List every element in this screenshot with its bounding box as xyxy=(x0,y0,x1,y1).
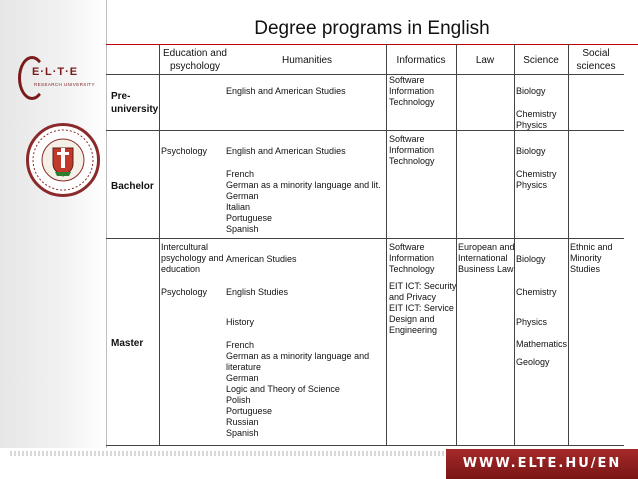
master-education-intercultural: Intercultural psychology and education xyxy=(161,242,224,274)
header-informatics: Informatics xyxy=(396,55,446,66)
bachelor-humanities-english: English and American Studies xyxy=(226,146,346,156)
bachelor-science-other: Chemistry Physics xyxy=(516,169,557,190)
footer-divider xyxy=(10,451,450,456)
master-humanities-languages: French German as a minority language and literature German Logic and Theory of Science Polish Portuguese Russian Spanish xyxy=(226,340,370,438)
master-education-psychology: Psychology xyxy=(161,287,208,297)
page-title: Degree programs in English xyxy=(254,18,490,39)
row-divider xyxy=(106,74,624,75)
master-science-chemistry: Chemistry xyxy=(516,287,557,297)
row-divider xyxy=(106,238,624,239)
row-label-master: Master xyxy=(111,338,144,349)
header-humanities: Humanities xyxy=(281,55,333,66)
preuniversity-humanities: English and American Studies xyxy=(226,86,346,96)
master-humanities-english: English Studies xyxy=(226,287,289,297)
bachelor-humanities-languages: French German as a minority language and lit. German Italian Portuguese Spanish xyxy=(226,169,381,234)
row-label-bachelor: Bachelor xyxy=(111,181,154,192)
master-informatics-software: Software Information Technology xyxy=(389,242,435,274)
column-divider xyxy=(456,44,457,446)
master-science-mathematics: Mathematics xyxy=(516,339,568,349)
master-science-biology: Biology xyxy=(516,254,546,264)
header-science: Science xyxy=(523,55,559,66)
master-informatics-eit: EIT ICT: Security and Privacy EIT ICT: Service Design and Engineering xyxy=(389,281,457,335)
master-science-physics: Physics xyxy=(516,317,548,327)
university-seal-icon xyxy=(26,123,100,197)
master-social-sciences: Ethnic and Minority Studies xyxy=(570,242,613,274)
column-divider xyxy=(386,44,387,446)
bachelor-science-biology: Biology xyxy=(516,146,546,156)
footer-url-link[interactable]: WWW.ELTE.HU/EN xyxy=(462,456,622,471)
preuniversity-informatics: Software Information Technology xyxy=(389,75,435,107)
sidebar xyxy=(0,0,107,448)
bachelor-informatics: Software Information Technology xyxy=(389,134,435,166)
row-divider xyxy=(106,445,624,446)
preuniversity-science-other: Chemistry Physics xyxy=(516,109,557,130)
master-law: European and International Business Law xyxy=(458,242,515,274)
header-social-sciences: Social sciences xyxy=(576,48,616,72)
row-label-preuniversity: Pre- university xyxy=(111,91,159,115)
master-science-geology: Geology xyxy=(516,357,550,367)
logo-subtitle: RESEARCH UNIVERSITY xyxy=(34,82,95,87)
master-humanities-history: History xyxy=(226,317,255,327)
logo-name: E·L·T·E xyxy=(32,66,79,78)
preuniversity-science-biology: Biology xyxy=(516,86,546,96)
header-law: Law xyxy=(475,55,495,66)
elte-logo xyxy=(18,56,100,98)
master-humanities-american: American Studies xyxy=(226,254,297,264)
column-divider xyxy=(159,44,160,446)
column-divider xyxy=(568,44,569,446)
logo-swirl-icon xyxy=(18,56,46,100)
bachelor-education: Psychology xyxy=(161,146,208,156)
header-education: Education and psychology xyxy=(163,48,227,72)
